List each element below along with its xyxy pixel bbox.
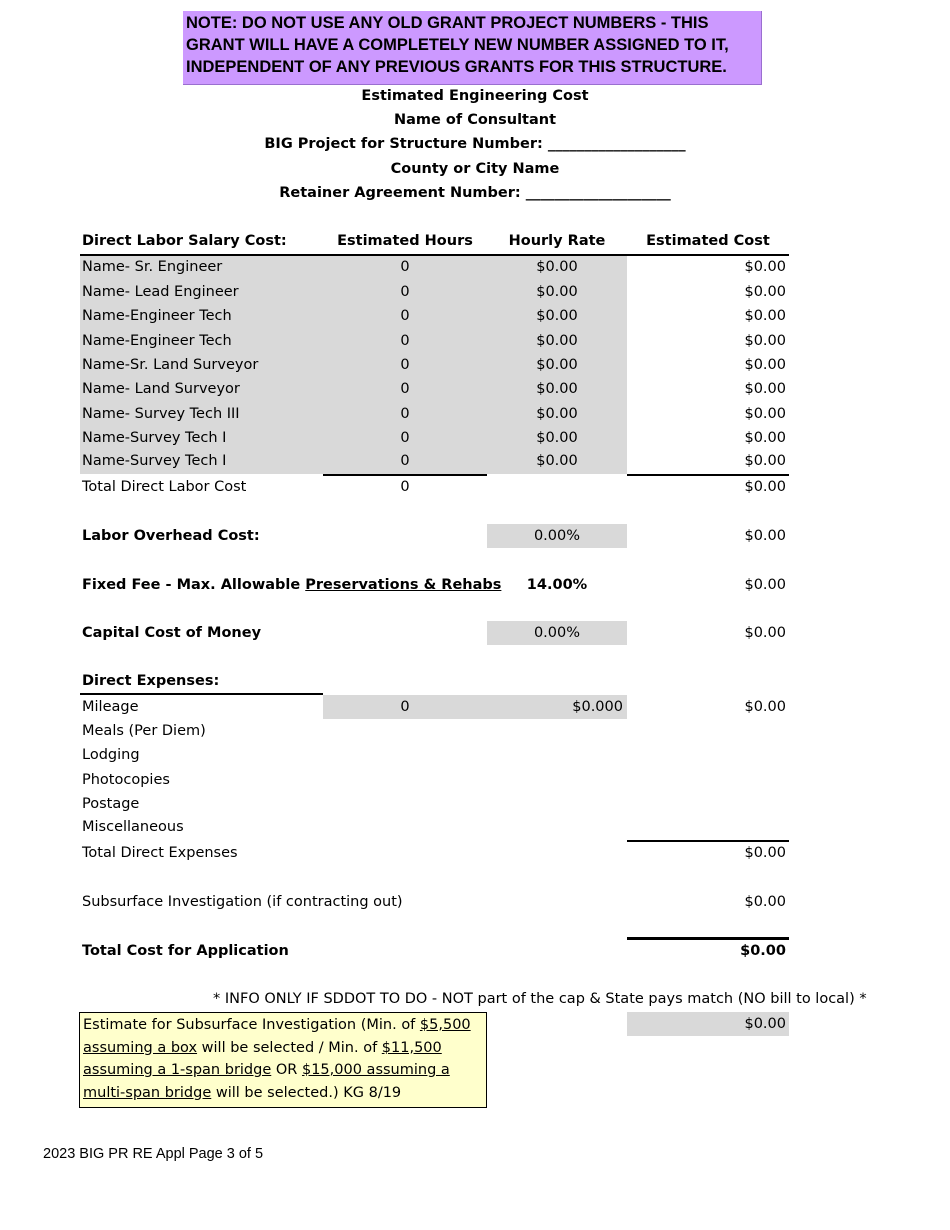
fixed-fee-label — [82, 573, 501, 597]
labor-row-hours[interactable]: 0 — [400, 259, 410, 275]
total-labor-cost: $0.00 — [744, 479, 786, 495]
labor-row-name[interactable]: Name-Engineer Tech — [82, 333, 232, 349]
labor-row-cost: $0.00 — [744, 357, 786, 373]
labor-row-rate[interactable]: $0.00 — [536, 453, 578, 469]
overhead-rate[interactable]: 0.00% — [533, 528, 581, 544]
labor-header-hours: Estimated Hours — [337, 233, 473, 249]
labor-row-name[interactable]: Name-Survey Tech I — [82, 453, 227, 469]
total-expenses-label: Total Direct Expenses — [82, 845, 238, 861]
labor-row-rate[interactable]: $0.00 — [536, 308, 578, 324]
labor-row-cost: $0.00 — [744, 381, 786, 397]
labor-row-cost: $0.00 — [744, 453, 786, 469]
fixed-fee-rate: 14.00% — [526, 577, 588, 593]
direct-expenses-title: Direct Expenses: — [82, 673, 220, 689]
retainer-agreement-number: Retainer Agreement Number: ____________________ — [279, 185, 671, 201]
labor-header-rate: Hourly Rate — [508, 233, 606, 249]
labor-row-rate[interactable]: $0.00 — [536, 381, 578, 397]
labor-row-rate[interactable]: $0.00 — [536, 406, 578, 422]
labor-row-cost: $0.00 — [744, 333, 786, 349]
grand-total-cost: $0.00 — [740, 943, 786, 959]
total-labor-hours: 0 — [400, 479, 410, 495]
mileage-rate[interactable]: $0.000 — [572, 699, 623, 715]
expense-item: Miscellaneous — [82, 819, 184, 835]
labor-row-hours[interactable]: 0 — [400, 430, 410, 446]
labor-row-cost: $0.00 — [744, 308, 786, 324]
estimate-text: will be selected / Min. of — [197, 1039, 382, 1056]
mileage-quantity[interactable]: 0 — [400, 699, 410, 715]
subsurface-estimate-box — [79, 1012, 487, 1108]
fixed-fee-label-prefix: Fixed Fee - Max. Allowable — [82, 577, 306, 593]
labor-row-hours[interactable]: 0 — [400, 284, 410, 300]
notice-line: NOTE: DO NOT USE ANY OLD GRANT PROJECT NUMBERS - THIS — [186, 14, 709, 32]
labor-row-name[interactable]: Name-Survey Tech I — [82, 430, 227, 446]
capital-cost-value: $0.00 — [744, 625, 786, 641]
labor-row-rate[interactable]: $0.00 — [536, 430, 578, 446]
labor-row-hours[interactable]: 0 — [400, 406, 410, 422]
mileage-label: Mileage — [82, 699, 139, 715]
labor-row-hours[interactable]: 0 — [400, 453, 410, 469]
page-footer: 2023 BIG PR RE Appl Page 3 of 5 — [43, 1146, 264, 1162]
capital-cost-rate[interactable]: 0.00% — [533, 625, 581, 641]
notice-banner — [183, 11, 762, 85]
estimate-text: will be selected.) KG 8/19 — [211, 1084, 402, 1101]
subsurface-estimate-value[interactable]: $0.00 — [744, 1016, 786, 1032]
labor-row-cost: $0.00 — [744, 406, 786, 422]
estimate-text: OR — [271, 1062, 302, 1078]
expense-item: Lodging — [82, 747, 140, 763]
structure-number: BIG Project for Structure Number: ___________________ — [264, 136, 686, 152]
labor-header-name: Direct Labor Salary Cost: — [82, 233, 287, 249]
subsurface-label: Subsurface Investigation (if contracting out) — [82, 894, 403, 910]
expense-item: Meals (Per Diem) — [82, 723, 206, 739]
estimate-box-min: $5,500 assuming a box — [83, 1017, 471, 1056]
fixed-fee-cost: $0.00 — [744, 577, 786, 593]
grand-total-label: Total Cost for Application — [82, 943, 289, 959]
county-city-name: County or City Name — [390, 161, 560, 177]
info-only-note: * INFO ONLY IF SDDOT TO DO - NOT part of the cap & State pays match (NO bill to local) * — [213, 991, 867, 1007]
labor-row-rate[interactable]: $0.00 — [536, 357, 578, 373]
labor-row-hours[interactable]: 0 — [400, 381, 410, 397]
total-expenses-cost: $0.00 — [744, 845, 786, 861]
labor-row-hours[interactable]: 0 — [400, 357, 410, 373]
fixed-fee-label-underlined: Preservations & Rehabs — [305, 577, 502, 593]
labor-row-hours[interactable]: 0 — [400, 333, 410, 349]
labor-row-cost: $0.00 — [744, 284, 786, 300]
consultant-name: Name of Consultant — [393, 112, 557, 128]
labor-row-rate[interactable]: $0.00 — [536, 284, 578, 300]
labor-row-hours[interactable]: 0 — [400, 308, 410, 324]
labor-row-cost: $0.00 — [744, 259, 786, 275]
subsurface-cost: $0.00 — [744, 894, 786, 910]
mileage-cost: $0.00 — [744, 699, 786, 715]
overhead-label: Labor Overhead Cost: — [82, 528, 260, 544]
overhead-cost: $0.00 — [744, 528, 786, 544]
expense-item: Postage — [82, 796, 140, 812]
estimate-text: Estimate for Subsurface Investigation (Min. of — [83, 1017, 420, 1033]
labor-row-name[interactable]: Name-Sr. Land Surveyor — [82, 357, 259, 373]
labor-row-cost: $0.00 — [744, 430, 786, 446]
capital-cost-label: Capital Cost of Money — [82, 625, 262, 641]
notice-line: GRANT WILL HAVE A COMPLETELY NEW NUMBER ASSIGNED TO IT, — [186, 36, 729, 54]
labor-row-name[interactable]: Name- Lead Engineer — [82, 284, 239, 300]
notice-line: INDEPENDENT OF ANY PREVIOUS GRANTS FOR THIS STRUCTURE. — [186, 58, 727, 76]
labor-row-name[interactable]: Name- Survey Tech III — [82, 406, 240, 422]
form-title: Estimated Engineering Cost — [361, 88, 589, 104]
labor-header-cost: Estimated Cost — [646, 233, 770, 249]
labor-row-rate[interactable]: $0.00 — [536, 333, 578, 349]
expense-item: Photocopies — [82, 772, 170, 788]
estimate-single-span-min: $11,500 assuming a 1-span bridge — [83, 1039, 442, 1078]
labor-row-name[interactable]: Name- Land Surveyor — [82, 381, 240, 397]
total-labor-label: Total Direct Labor Cost — [82, 479, 247, 495]
estimate-multi-span-min: $15,000 assuming a multi-span bridge — [83, 1062, 450, 1101]
labor-row-name[interactable]: Name-Engineer Tech — [82, 308, 232, 324]
labor-row-name[interactable]: Name- Sr. Engineer — [82, 259, 223, 275]
labor-row-rate[interactable]: $0.00 — [536, 259, 578, 275]
